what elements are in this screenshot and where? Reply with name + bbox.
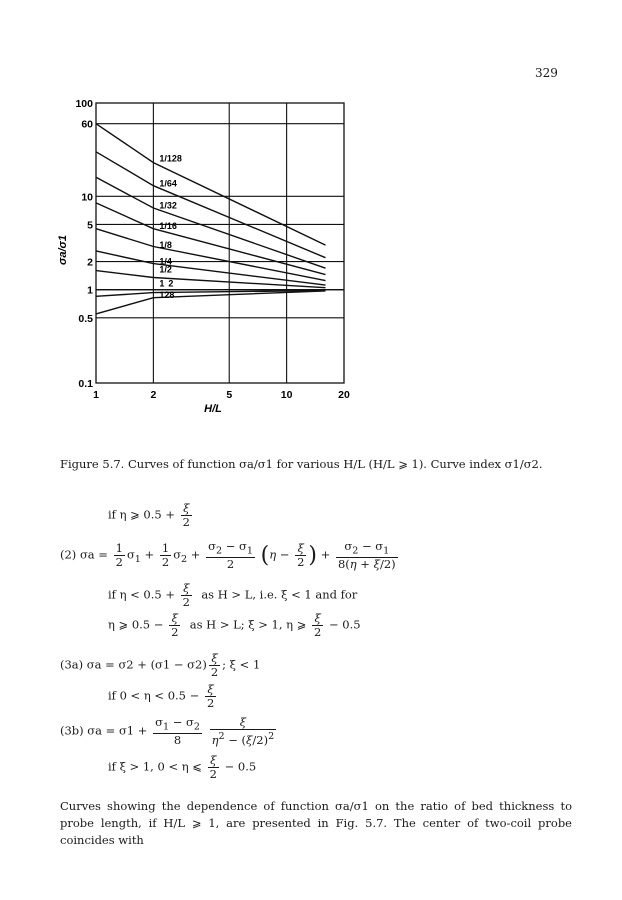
chart-frame <box>96 103 344 383</box>
curve-label-2: 2 <box>168 278 174 289</box>
page-number: 329 <box>535 66 558 80</box>
condition-3: η ⩾ 0.5 − $\frac{\xi}{2}$ as H > L; ξ > 1, η ⩾ $\frac{\xi}{2}$ − 0.5 <box>108 611 361 639</box>
condition-1: if η ⩾ 0.5 + $\frac{\xi}{2}$ <box>108 501 190 529</box>
equation-2: (2) σa = $\frac{1}{2}$ $\sigma_1$ + $\frac{1}{2}$ $\sigma_2$ + $\frac{\sigma_2 - \sigma_1}{2}$ (η − $\frac{\xi}{2}$ ) + $\frac{\sigma_2 - \sigma_1}{8(\eta + \xi/2)}$ <box>60 539 396 572</box>
condition-5: if ξ > 1, 0 < η ⩽ $\frac{\xi}{2}$ − 0.5 <box>108 753 257 781</box>
y-tick-label: 100 <box>75 98 93 110</box>
y-tick-label: 60 <box>81 118 93 131</box>
curve-label-1-8: 1/8 <box>159 239 172 250</box>
curve-label-1-64: 1/64 <box>159 178 177 189</box>
y-tick-label: 0.1 <box>78 378 93 390</box>
x-tick-label: 10 <box>280 389 293 401</box>
x-tick-label: 1 <box>93 389 99 401</box>
body-paragraph: Curves showing the dependence of function σa/σ1 on the ratio of bed thickness to probe length, if H/L ⩾ 1, are presented in Fig. 5.7. The center of two-coil probe coincides with <box>60 799 572 847</box>
y-tick-label: 2 <box>87 256 93 269</box>
chart-labels <box>159 154 182 300</box>
y-tick-label: 0.5 <box>78 312 93 325</box>
y-tick-label: 10 <box>81 191 93 204</box>
x-axis-label: H/L <box>204 403 222 415</box>
plot-frame <box>96 103 344 383</box>
curve-label-1-16: 1/16 <box>159 221 177 232</box>
figure-caption: Figure 5.7. Curves of function σa/σ1 for various H/L (H/L ⩾ 1). Curve index σ1/σ2. <box>60 457 543 471</box>
x-tick-label: 2 <box>150 389 157 401</box>
equation-3b: (3b) σa = σ1 + $\frac{\sigma_1 - \sigma_2}{8}$ $\frac{\xi}{\eta^2 - (\xi/2)^2}$ <box>60 715 275 748</box>
curve-label-128: 128 <box>159 289 175 300</box>
series-line-1-32 <box>96 177 326 268</box>
series-line-1-8 <box>96 229 326 281</box>
series-line-1-128 <box>96 124 326 245</box>
chart-ticks <box>75 98 350 401</box>
equation-3a: (3a) σa = σ2 + (σ1 − σ2) $\frac{\xi}{2}$ ; ξ < 1 <box>60 651 261 679</box>
y-tick-label: 1 <box>87 284 93 297</box>
chart-grid <box>96 103 344 383</box>
condition-4: if 0 < η < 0.5 − $\frac{\xi}{2}$ <box>108 682 215 710</box>
chart-series <box>96 124 344 314</box>
series-line-1-64 <box>96 152 326 258</box>
curve-label-1-4: 1/4 <box>159 256 172 267</box>
curve-label-1-2: 1/2 <box>159 264 172 275</box>
y-tick-label: 5 <box>87 219 93 232</box>
x-tick-label: 5 <box>226 389 233 401</box>
y-axis-label: σa/σ1 <box>57 235 69 265</box>
curve-label-1: 1 <box>159 278 165 289</box>
curve-label-1-128: 1/128 <box>159 153 182 164</box>
condition-2: if η < 0.5 + $\frac{\xi}{2}$ as H > L, i.e. ξ < 1 and for <box>108 581 358 609</box>
x-tick-label: 20 <box>338 389 350 401</box>
curve-label-1-32: 1/32 <box>159 200 177 211</box>
